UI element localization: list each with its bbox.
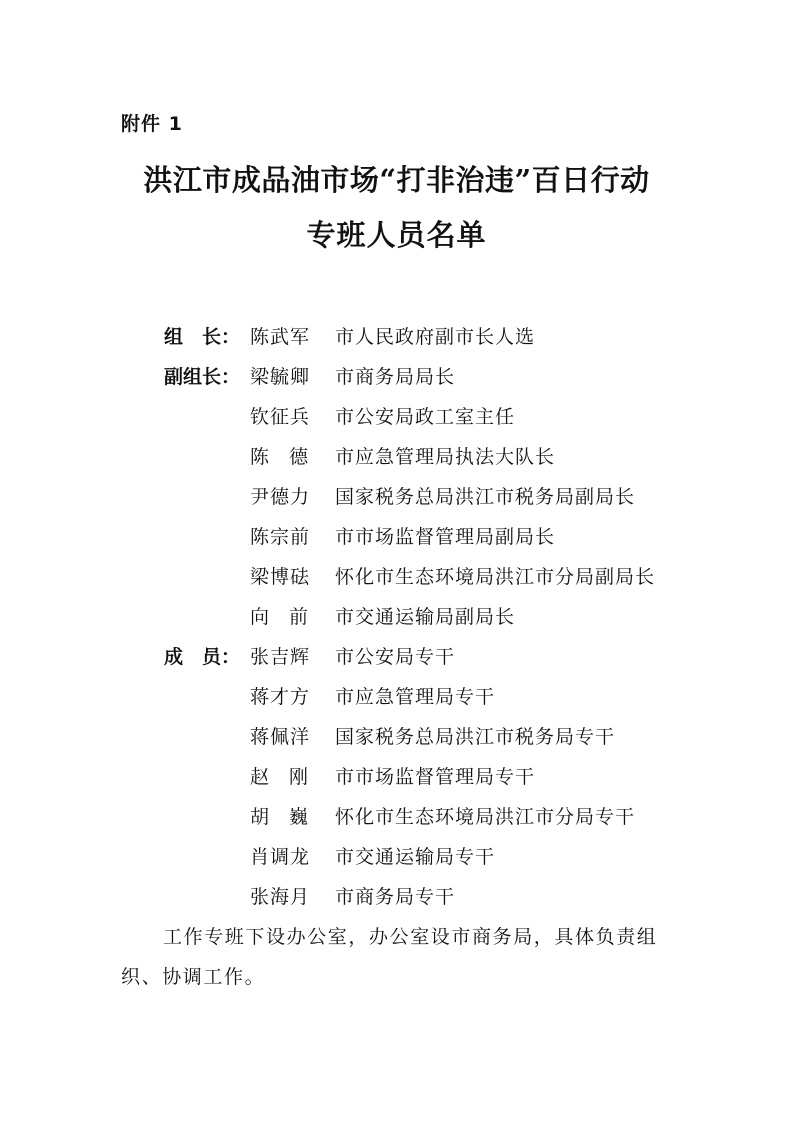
member-name: [250, 597, 330, 637]
member-duty: 怀化市生态环境局洪江市分局副局长: [335, 566, 656, 588]
roster-row: [164, 517, 724, 557]
role-label-leader-char-2: 长：: [202, 326, 241, 348]
member-name-char-1: 胡: [250, 806, 271, 828]
document-title-line-2: 专班人员名单: [306, 218, 487, 252]
member-name-char-2: 巍: [289, 806, 310, 828]
roster-row: [164, 717, 724, 757]
member-name: 梁博砝: [250, 566, 311, 588]
member-duty: 市市场监督管理局专干: [335, 766, 536, 788]
member-duty: 市交通运输局副局长: [335, 606, 516, 628]
roster-list: [164, 317, 724, 917]
member-duty: 怀化市生态环境局洪江市分局专干: [335, 806, 636, 828]
roster-row-leader: [164, 317, 724, 357]
roster-row: [164, 837, 724, 877]
member-duty: 市商务局专干: [335, 886, 456, 908]
member-duty: 市人民政府副市长人选: [335, 326, 536, 348]
roster-row: [164, 437, 724, 477]
member-duty: 国家税务总局洪江市税务局专干: [335, 726, 616, 748]
member-name-char-2: 德: [289, 446, 310, 468]
roster-row: [164, 397, 724, 437]
member-duty: 市交通运输局专干: [335, 846, 496, 868]
roster-row: [164, 597, 724, 637]
member-name: 陈武军: [250, 326, 311, 348]
document-title-line-1: 洪江市成品油市场“打非治违”百日行动: [143, 163, 650, 197]
member-name-char-1: 赵: [250, 766, 271, 788]
member-duty: 市应急管理局专干: [335, 686, 496, 708]
office-note-paragraph: 工作专班下设办公室，办公室设市商务局，具体负责组织、协调工作。: [121, 926, 658, 988]
role-label-leader: [164, 317, 250, 357]
member-duty: 国家税务总局洪江市税务局副局长: [335, 486, 636, 508]
member-duty: 市应急管理局执法大队长: [335, 446, 556, 468]
member-name: [250, 757, 330, 797]
member-name-char-2: 前: [289, 606, 310, 628]
role-label-leader-char-1: 组: [164, 326, 184, 348]
member-name: 陈宗前: [250, 526, 311, 548]
roster-row-members: [164, 637, 724, 677]
member-name: [250, 797, 330, 837]
member-name-char-1: 向: [250, 606, 271, 628]
member-name: [250, 437, 330, 477]
roster-row: [164, 557, 724, 597]
role-label-deputy: 副组长：: [164, 366, 241, 388]
member-name: 梁毓卿: [250, 366, 311, 388]
member-name: 肖调龙: [250, 846, 311, 868]
roster-row: [164, 797, 724, 837]
roster-row: [164, 477, 724, 517]
member-name: 张吉辉: [250, 646, 311, 668]
roster-row: [164, 677, 724, 717]
roster-row: [164, 877, 724, 917]
roster-row: [164, 757, 724, 797]
member-name: 张海月: [250, 886, 311, 908]
role-label-members-char-2: 员：: [202, 646, 241, 668]
role-label-members: [164, 637, 250, 677]
member-duty: 市公安局专干: [335, 646, 456, 668]
member-name-char-2: 刚: [289, 766, 310, 788]
member-name: 蒋佩洋: [250, 726, 311, 748]
role-label-members-char-1: 成: [164, 646, 184, 668]
member-name: 钦征兵: [250, 406, 311, 428]
member-name: 蒋才方: [250, 686, 311, 708]
attachment-label: 附件 1: [121, 113, 183, 135]
member-duty: 市商务局局长: [335, 366, 456, 388]
member-duty: 市公安局政工室主任: [335, 406, 516, 428]
member-name-char-1: 陈: [250, 446, 271, 468]
member-duty: 市市场监督管理局副局长: [335, 526, 556, 548]
roster-row-deputy: [164, 357, 724, 397]
member-name: 尹德力: [250, 486, 311, 508]
